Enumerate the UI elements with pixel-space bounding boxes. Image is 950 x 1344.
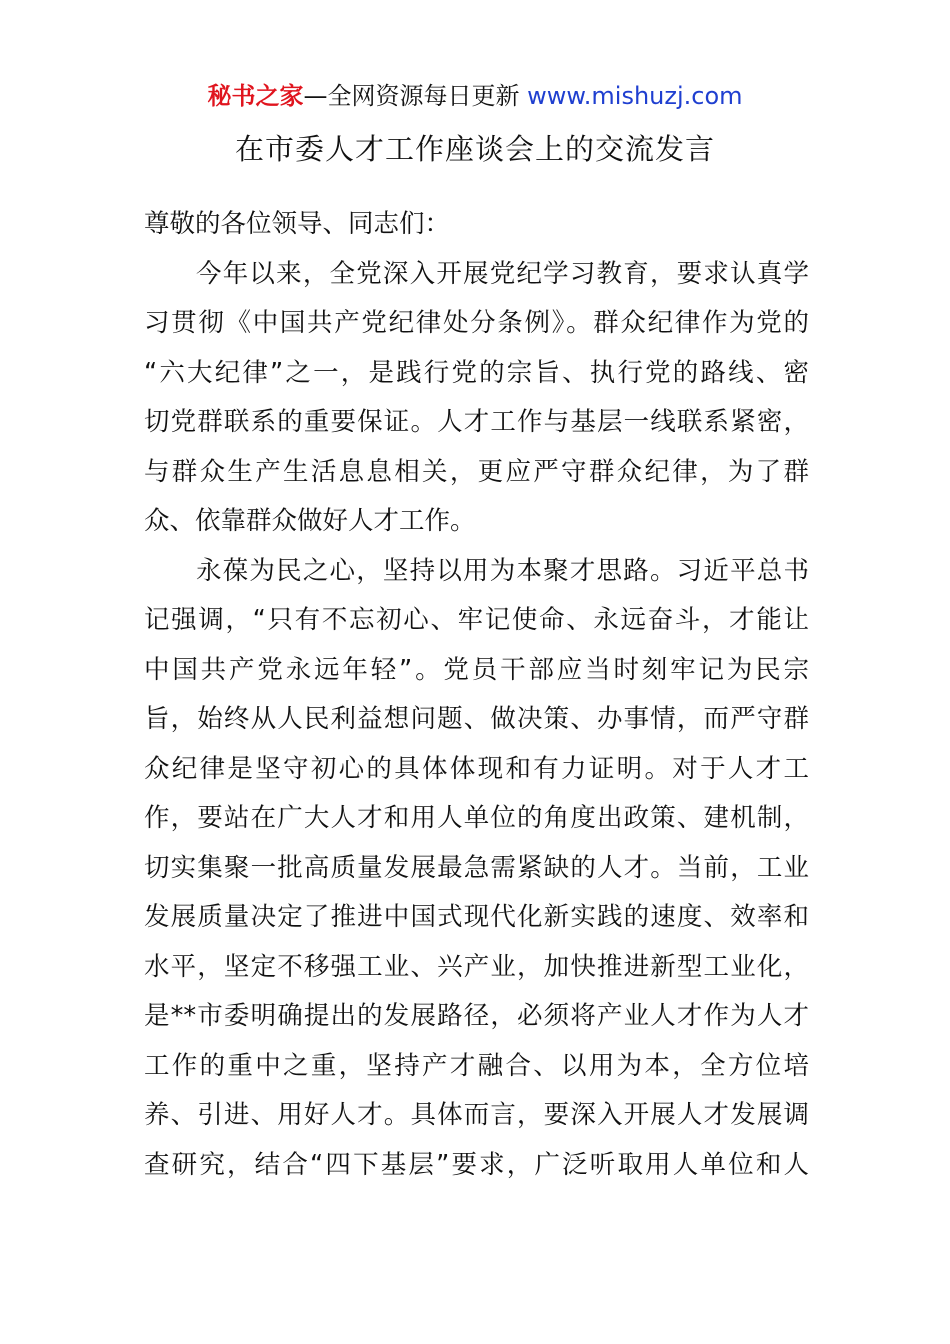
paragraph-line: “六大纪律”之一，是践行党的宗旨、执行党的路线、密	[144, 357, 809, 388]
document-body	[144, 200, 809, 1190]
paragraph-line: 工作的重中之重，坚持产才融合、以用为本，全方位培	[144, 1050, 809, 1081]
paragraph-line: 发展质量决定了推进中国式现代化新实践的速度、效率和	[144, 902, 809, 932]
paragraph-line: 习贯彻《中国共产党纪律处分条例》。群众纪律作为党的	[144, 308, 809, 338]
paragraph-line: 中国共产党永远年轻”。党员干部应当时刻牢记为民宗	[144, 654, 809, 685]
paragraph-line: 今年以来，全党深入开展党纪学习教育，要求认真学	[196, 258, 809, 289]
header-tagline: —全网资源每日更新	[303, 82, 528, 110]
paragraph-line: 记强调，“只有不忘初心、牢记使命、永远奋斗，才能让	[144, 605, 809, 635]
paragraph-line: 众纪律是坚守初心的具体体现和有力证明。对于人才工	[144, 753, 809, 784]
paragraph-line: 水平，坚定不移强工业、兴产业，加快推进新型工业化，	[144, 951, 809, 982]
paragraph-2	[144, 547, 809, 1191]
site-header	[0, 80, 950, 112]
paragraph-line: 众、依靠群众做好人才工作。	[144, 506, 476, 536]
paragraph-line: 旨，始终从人民利益想问题、做决策、办事情，而严守群	[144, 704, 809, 734]
paragraph-line: 与群众生产生活息息相关，更应严守群众纪律，为了群	[144, 456, 809, 487]
document-title: 在市委人才工作座谈会上的交流发言	[234, 132, 715, 166]
paragraph-line: 查研究，结合“四下基层”要求，广泛听取用人单位和人	[144, 1149, 809, 1180]
paragraph-line: 切实集聚一批高质量发展最急需紧缺的人才。当前，工业	[144, 852, 809, 883]
paragraph-line: 是**市委明确提出的发展路径，必须将产业人才作为人才	[144, 1001, 809, 1031]
brand-name: 秘书之家	[207, 82, 304, 110]
salutation: 尊敬的各位领导、同志们：	[144, 209, 451, 239]
paragraph-line: 切党群联系的重要保证。人才工作与基层一线联系紧密，	[144, 407, 809, 437]
site-url-link[interactable]: www.mishuzj.com	[527, 82, 743, 110]
paragraph-line: 作，要站在广大人才和用人单位的角度出政策、建机制，	[144, 803, 809, 833]
paragraph-1	[144, 250, 809, 547]
paragraph-line: 永葆为民之心，坚持以用为本聚才思路。习近平总书	[196, 555, 809, 586]
paragraph-line: 养、引进、用好人才。具体而言，要深入开展人才发展调	[144, 1100, 809, 1130]
